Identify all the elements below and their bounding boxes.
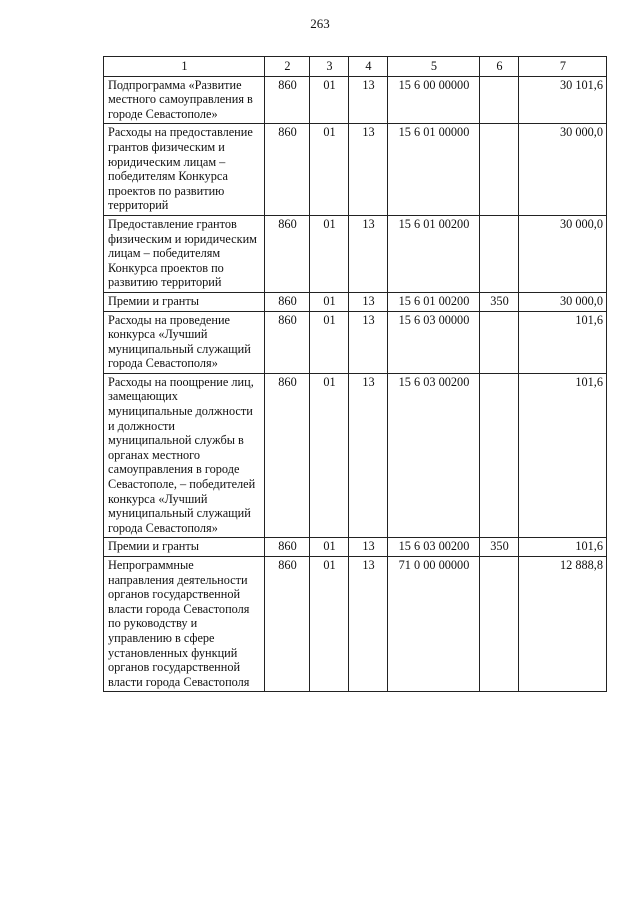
- page-number: 263: [310, 16, 330, 31]
- row-ministry-code: 860: [265, 292, 310, 311]
- row-name-cell: Расходы на поощрение лиц, замещающих муниципальные должности и должности муниципальной службы в органах местного самоуправления в городе Севастополе, – победителей конкурса «Лучший муниципальный служащий города Севастополя»: [104, 373, 265, 538]
- row-amount: 30 000,0: [519, 292, 607, 311]
- table-row: [104, 373, 607, 538]
- row-amount: 30 000,0: [519, 124, 607, 216]
- row-section-code: 01: [310, 373, 349, 538]
- table-body: [104, 76, 607, 692]
- row-name-cell: Премии и гранты: [104, 292, 265, 311]
- row-ministry-code: 860: [265, 215, 310, 292]
- row-target-code: 71 0 00 00000: [388, 557, 480, 692]
- row-ministry-code: 860: [265, 76, 310, 124]
- row-ministry-code: 860: [265, 538, 310, 557]
- table-row: [104, 124, 607, 216]
- row-expense-type: [480, 557, 519, 692]
- row-section-code: 01: [310, 292, 349, 311]
- table-row: [104, 292, 607, 311]
- row-ministry-code: 860: [265, 557, 310, 692]
- row-subsection-code: 13: [349, 311, 388, 373]
- row-expense-type: [480, 215, 519, 292]
- row-name-cell: Предоставление грантов физическим и юридическим лицам – победителям Конкурса проектов по развитию территорий: [104, 215, 265, 292]
- row-amount: 101,6: [519, 538, 607, 557]
- header-col-7: 7: [519, 57, 607, 77]
- row-target-code: 15 6 03 00000: [388, 311, 480, 373]
- row-expense-type: 350: [480, 292, 519, 311]
- header-col-3: 3: [310, 57, 349, 77]
- row-amount: 101,6: [519, 311, 607, 373]
- header-col-4: 4: [349, 57, 388, 77]
- row-subsection-code: 13: [349, 76, 388, 124]
- row-subsection-code: 13: [349, 124, 388, 216]
- row-amount: 101,6: [519, 373, 607, 538]
- table-header: [104, 57, 607, 77]
- row-section-code: 01: [310, 215, 349, 292]
- table-row: [104, 215, 607, 292]
- row-section-code: 01: [310, 124, 349, 216]
- row-subsection-code: 13: [349, 215, 388, 292]
- row-expense-type: 350: [480, 538, 519, 557]
- row-name-cell: Подпрограмма «Развитие местного самоуправления в городе Севастополе»: [104, 76, 265, 124]
- row-section-code: 01: [310, 557, 349, 692]
- row-target-code: 15 6 01 00200: [388, 292, 480, 311]
- row-target-code: 15 6 01 00000: [388, 124, 480, 216]
- header-col-6: 6: [480, 57, 519, 77]
- table-row: [104, 76, 607, 124]
- row-target-code: 15 6 03 00200: [388, 538, 480, 557]
- row-section-code: 01: [310, 538, 349, 557]
- row-amount: 12 888,8: [519, 557, 607, 692]
- budget-table: [103, 56, 607, 692]
- row-name-cell: Расходы на проведение конкурса «Лучший муниципальный служащий города Севастополя»: [104, 311, 265, 373]
- row-target-code: 15 6 00 00000: [388, 76, 480, 124]
- header-col-2: 2: [265, 57, 310, 77]
- row-amount: 30 000,0: [519, 215, 607, 292]
- header-col-1: 1: [104, 57, 265, 77]
- header-row: [104, 57, 607, 77]
- row-expense-type: [480, 124, 519, 216]
- table-row: [104, 311, 607, 373]
- row-ministry-code: 860: [265, 124, 310, 216]
- row-target-code: 15 6 03 00200: [388, 373, 480, 538]
- row-expense-type: [480, 311, 519, 373]
- row-target-code: 15 6 01 00200: [388, 215, 480, 292]
- row-name-cell: Непрограммные направления деятельности органов государственной власти города Севастополя по руководству и управлению в сфере установленных функций органов государственной власти города Севастополя: [104, 557, 265, 692]
- row-subsection-code: 13: [349, 292, 388, 311]
- table-row: [104, 557, 607, 692]
- row-subsection-code: 13: [349, 373, 388, 538]
- table-row: [104, 538, 607, 557]
- row-name-cell: Расходы на предоставление грантов физическим и юридическим лицам – победителям Конкурса проектов по развитию территорий: [104, 124, 265, 216]
- row-expense-type: [480, 373, 519, 538]
- row-expense-type: [480, 76, 519, 124]
- row-section-code: 01: [310, 76, 349, 124]
- row-ministry-code: 860: [265, 311, 310, 373]
- row-amount: 30 101,6: [519, 76, 607, 124]
- header-col-5: 5: [388, 57, 480, 77]
- row-ministry-code: 860: [265, 373, 310, 538]
- row-subsection-code: 13: [349, 557, 388, 692]
- row-name-cell: Премии и гранты: [104, 538, 265, 557]
- row-subsection-code: 13: [349, 538, 388, 557]
- row-section-code: 01: [310, 311, 349, 373]
